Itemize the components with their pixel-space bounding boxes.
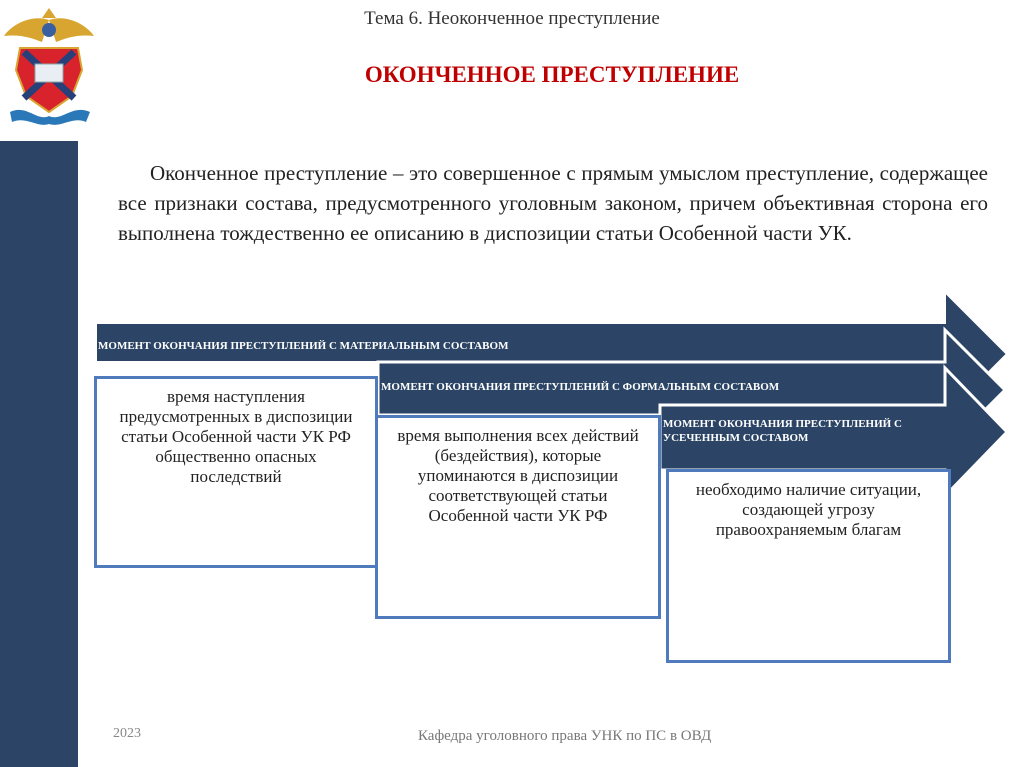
slide-title: ОКОНЧЕННОЕ ПРЕСТУПЛЕНИЕ [364, 62, 740, 87]
definition-text: Оконченное преступление – это совершенное с прямым умыслом преступление, содержащее все признаки состава, предусмотренного уголовным законом, причем объективная сторона его выполнена тождественно ее описанию в диспозиции статьи Особенной части УК. [118, 161, 988, 245]
box-formal: время выполнения всех действий (бездействия), которые упоминаются в диспозиции соответствующей статьи Особенной части УК РФ [375, 415, 661, 619]
footer-department: Кафедра уголовного права УНК по ПС в ОВД [418, 728, 712, 744]
arrow-label-material: МОМЕНТ ОКОНЧАНИЯ ПРЕСТУПЛЕНИЙ С МАТЕРИАЛЬНЫМ СОСТАВОМ [98, 340, 509, 352]
box-material: время наступления предусмотренных в диспозиции статьи Особенной части УК РФ общественно опасных последствий [94, 376, 378, 568]
arrow-label-truncated: МОМЕНТ ОКОНЧАНИЯ ПРЕСТУПЛЕНИЙ С УСЕЧЕННЫМ СОСТАВОМ [663, 418, 902, 444]
topic-heading: Тема 6. Неоконченное преступление [364, 8, 660, 29]
box-truncated: необходимо наличие ситуации, создающей угрозу правоохраняемым благам [666, 469, 951, 663]
footer-year: 2023 [113, 726, 141, 741]
arrow-label-formal: МОМЕНТ ОКОНЧАНИЯ ПРЕСТУПЛЕНИЙ С ФОРМАЛЬНЫМ СОСТАВОМ [381, 381, 780, 393]
